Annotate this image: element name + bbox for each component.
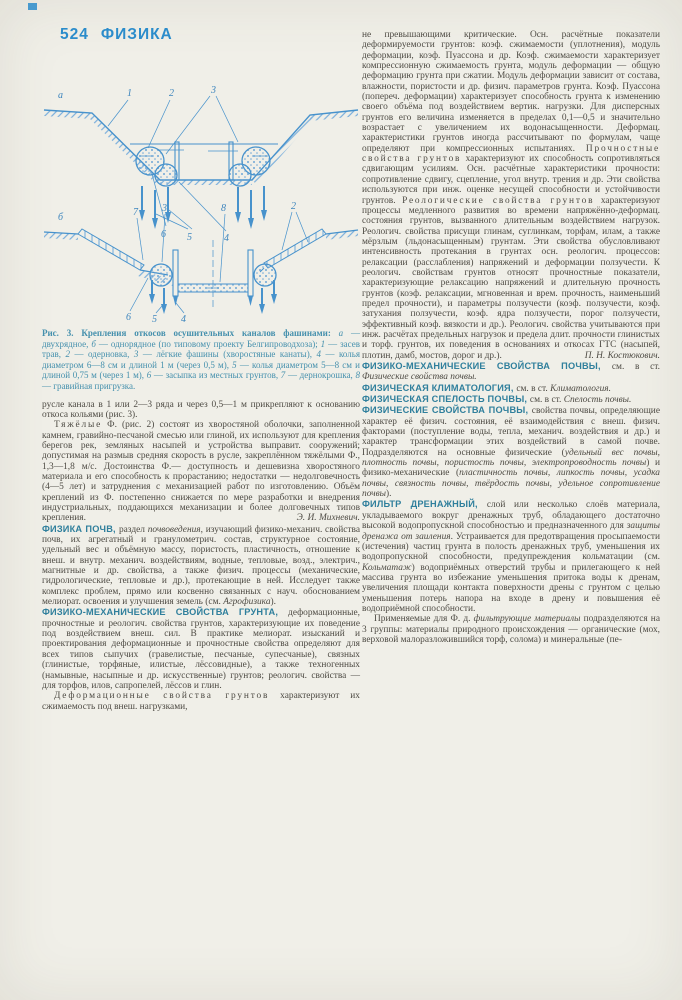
diagram-label: 2 (169, 88, 174, 99)
figure-caption: Рис. 3. Крепления откосов осушительных каналов фашинами: а — двухрядное, б — однорядное (по типовому проекту Белгипроводхоза); 1 — засев трав, 2 — одерновка, 3 — лёгкие фашины (хворостяные канаты), 4 — колья диаметром 6—8 см и длиной 1 м (через 0,5 м), 5 — колья диаметром 5—8 см и длиной 0,75 м (через 1 м), 6 — засыпка из местных грунтов, 7 — дернокрошка, 8 — гравийная пригрузка. (42, 328, 361, 391)
diagram-label: 3 (211, 85, 216, 96)
italic-term: фильтрующие материалы (473, 614, 581, 625)
diagram-label: 8 (221, 203, 226, 214)
paragraph: ФИЗИЧЕСКИЕ СВОЙСТВА ПОЧВЫ, свойства почвы, определяющие характер её физич. состояния, её взаимодействия с внеш. физич. факторами (поступление воды, тепла, механич. воздействия и др.) и характер трансформации этих воздействий в самой почве. Подразделяются на основные физические (удельный вес почвы, плотность почвы, пористость почвы, электропроводность почвы) и физико-механические (пластичность почвы, липкость почвы, усадка почвы, связность почвы, твёрдость почвы, удельное сопротивление почвы). (362, 405, 660, 500)
paragraph: ФИЛЬТР ДРЕНАЖНЫЙ, слой или несколько слоёв материала, укладываемого вокруг дренажных труб, обладающего достаточно высокой водопропускной способностью и предназначенного для защиты дренажа от заиления. Устраивается для предотвращения просыпаемости (истечения) частиц грунта в полость дренажных труб, уменьшения их водопропускной способности, предупреждения кольматации (см. Кольматаж) водоприёмных отверстий трубы и прилегающего к ней массива грунта во избежание уменьшения притока воды к дренам, увеличения площади контакта поверхности дрены с грунтом с целью уменьшения потерь напора на входе в дрену и повышения её водоприёмной способности. (362, 499, 660, 614)
diagram-label: 3 (162, 203, 167, 214)
paragraph: Тяжёлые Ф. (рис. 2) состоят из хворостяной оболочки, заполненной камнем, гравийно-песчаной смесью или глиной, их используют для крепления берегов рек, земляных насыпей и устройства выправит. сооружений; допустимая на размыв средняя скорость в русле, закреплённом тяжёлыми Ф., 1,3—1,8 м/с. Достоинства Ф.— доступность и дешевизна хворостяного материала и его способность к прорастанию; недостатки — недолговечность (4—5 лет) и затруднения с механизацией работ по изготовлению. Объём креплений из Ф. постепенно снижается по мере разработки и внедрения индустриальных, поддающихся механизации и более долговечных типов крепления. Э. И. Михневич. (42, 420, 360, 524)
italic-term: б (91, 338, 96, 349)
paragraph: Применяемые для Ф. д. фильтрующие материалы подразделяются на 3 группы: материалы природного происхождения — органические (мох, верховой малоразложившийся торф, солома) и минеральные (пе- (362, 614, 660, 645)
page-number: 524 (60, 26, 89, 43)
italic-term: Спелость почвы. (563, 395, 632, 406)
diagram-label: 6 (161, 229, 166, 240)
headword: ФИЗИКО-МЕХАНИЧЕСКИЕ СВОЙСТВА ГРУНТА, (42, 607, 289, 618)
diagram-label: 4 (181, 314, 186, 322)
italic-term: 5 (232, 359, 237, 370)
column-left (42, 58, 360, 712)
italic-term: 4 (316, 349, 321, 360)
column-right (362, 30, 660, 645)
paragraph: не превышающими критические. Осн. расчётные показатели деформируемости грунтов: коэф. сжимаемости (уплотнения), модуль деформации, коэф. Пуассона и др. Коэф. сжимаемости характеризует компрессионную сжимаемость грунта, модуль деформации — общую деформацию грунта при сжатии. Модуль деформации зависит от состава, влажности, пористости и др. физич. параметров грунта. Коэф. Пуассона (попереч. деформации) характеризует способность грунта к изменению своего объёма под воздействием вертик. нагрузки. Для дисперсных грунтов его величина изменяется в пределах 0,1—0,5 и значительно возрастает с увеличением их водонасыщенности. Деформац. характеристики грунтов иногда рассчитывают по формулам, чаще определяют при компрессионных испытаниях. Прочностные свойства грунтов характеризуют их способность сопротивляться сдвигающим усилиям. Осн. расчётные характеристики прочности: сопротивление сдвигу, сцепление, угол внутр. трения и др. Эти свойства используются при инж. оценке несущей способности и устойчивости грунтов. Реологические свойства грунтов характеризуют процессы медленного развития во времени напряжённо-деформац. состояния грунтов, вызванного длительным воздействием нагрузок. Реологич. свойства присущи глинам, суглинкам, торфам, илам, а также мёрзлым (льдонасыщенным) грунтам. Эти свойства обусловливают интенсивность протекания в грунтах осн. реологич. процессов: релаксации (расслабления) напряжений и деформации ползучести. К реологич. свойствам грунтов относят прочностные показатели, характеризующие релаксацию напряжений и длительную прочность грунтов (коэф. релаксации, мгновенная и врем. прочность, наименьший предел прочности), и параметры ползучести (коэф. ползучести, коэф. затухания ползучести, коэф. ядра ползучести, порог ползучести, эффективный коэф. вязкости и др.). Реологич. свойства учитываются при инж. расчётах предельных нагрузок и предела длит. прочности глинистых и торф. грунтов, их поведения в основаниях и откосах ГТС (насыпей, плотин, дамб, мостов, дорог и др.). П. Н. Костюкович. (362, 30, 661, 361)
diagram-label: а (58, 90, 63, 101)
spaced-term: Прочностные свойства грунтов (362, 143, 660, 165)
headword: ФИЗИКО-МЕХАНИЧЕСКИЕ СВОЙСТВА ПОЧВЫ, (362, 361, 612, 371)
author-signature: П. Н. Костюкович. (584, 350, 660, 361)
italic-term: Кольматаж (362, 562, 412, 573)
diagram-label: 5 (187, 232, 192, 243)
author-signature: Э. И. Михневич. (296, 513, 360, 524)
paragraph: ФИЗИКА ПОЧВ, раздел почвоведения, изучающий физико-механич. свойства почв, их агрегатный и гранулометрич. состав, структурное состояние, удельный вес и объёмную массу, пористость, пластичность, отношение к внеш. и внутр. механич. воздействиям, водные, тепловые, возд., электрич., магнитные и др. свойства, а также физич. процессы (механические, гидрологические, тепловые и др.), протекающие в ней. Исследует также комплекс проблем, прямо или косвенно связанных с науч. обоснованием мелиорат. освоения и улучшения земель (см. Агрофизика). (42, 523, 360, 608)
italic-term: Климатология. (550, 383, 611, 394)
left-column-text (42, 400, 360, 712)
italic-term: 2 (65, 349, 71, 360)
spaced-term: Деформационные свойства грунтов (54, 691, 270, 702)
italic-term: 8 (355, 370, 360, 381)
italic-term: 1 (320, 338, 326, 349)
diagram-label: б (58, 212, 64, 223)
diagram-label: 2 (291, 201, 296, 212)
paragraph: ФИЗИКО-МЕХАНИЧЕСКИЕ СВОЙСТВА ГРУНТА, деформационные, прочностные и реологич. свойства грунтов, характеризующие их поведение под воздействием внеш. сил. В практике мелиорат. изысканий и проектирования деформационные и прочностные свойства определяют для всех типов сыпучих (гравелистые, песчаные, супесчаные), связных (глинистые, торфяные, илистые, лёссовидные), а также техногенных (намывные, насыпные и др. искусственные) грунтов; реологич. свойства — для торфов, илов, сапропелей, лёссов и глин. (42, 607, 360, 691)
italic-term: Физические свойства почвы. (362, 372, 477, 383)
italic-term: Агрофизика (223, 597, 271, 608)
page-title: ФИЗИКА (100, 26, 173, 43)
headword: ФИЛЬТР ДРЕНАЖНЫЙ, (362, 499, 487, 510)
paragraph: ФИЗИЧЕСКАЯ КЛИМАТОЛОГИЯ, см. в ст. Климатология. (362, 382, 611, 394)
headword: ФИЗИКА ПОЧВ, (42, 523, 119, 534)
italic-term: удельный вес почвы, плотность почвы, пористость почвы, электропроводность почвы (362, 447, 660, 469)
italic-term: а (338, 328, 344, 338)
diagram-label: 5 (152, 314, 157, 322)
diagram-label: 6 (126, 312, 131, 322)
italic-term: защиты дренажа от заиления (362, 521, 660, 542)
headword: ФИЗИЧЕСКАЯ СПЕЛОСТЬ ПОЧВЫ, (362, 394, 530, 405)
corner-print-mark (28, 3, 37, 10)
diagram-label: 7 (133, 207, 138, 218)
diagram-label: 4 (224, 233, 229, 244)
spaced-term: Тяжёлые (54, 420, 103, 431)
paragraph: Деформационные свойства грунтов характеризуют их сжимаемость под внеш. нагрузками, (42, 691, 360, 712)
figure (42, 82, 360, 392)
headword: ФИЗИЧЕСКИЕ СВОЙСТВА ПОЧВЫ, (362, 405, 532, 416)
spaced-term: Реологические свойства грунтов (402, 195, 595, 206)
italic-term: пластичность почвы, липкость почвы, усадка почвы, связность почвы, твёрдость почвы, удельное сопротивление почвы (362, 468, 660, 500)
headword: ФИЗИЧЕСКАЯ КЛИМАТОЛОГИЯ, (362, 382, 517, 393)
paragraph: ФИЗИКО-МЕХАНИЧЕСКИЕ СВОЙСТВА ПОЧВЫ, см. в ст. Физические свойства почвы. (362, 361, 660, 383)
diagram-section-a (44, 85, 358, 244)
paragraph: русле канала в 1 или 2—3 ряда и через 0,5—1 м прикрепляют к основанию откоса кольями (рис. 3). (42, 399, 360, 420)
channel-cross-section-diagram (42, 82, 360, 322)
page-header (60, 26, 173, 44)
italic-term: 7 (280, 370, 286, 381)
italic-term: почвоведения (147, 524, 201, 535)
italic-term: 3 (133, 349, 139, 360)
italic-term: 6 (146, 370, 152, 381)
diagram-label: 1 (127, 88, 132, 99)
paragraph: ФИЗИЧЕСКАЯ СПЕЛОСТЬ ПОЧВЫ, см. в ст. Спелость почвы. (362, 394, 632, 406)
diagram-section-b (44, 201, 358, 322)
caption-lead: Рис. 3. Крепления откосов осушительных каналов фашинами: (42, 328, 339, 338)
